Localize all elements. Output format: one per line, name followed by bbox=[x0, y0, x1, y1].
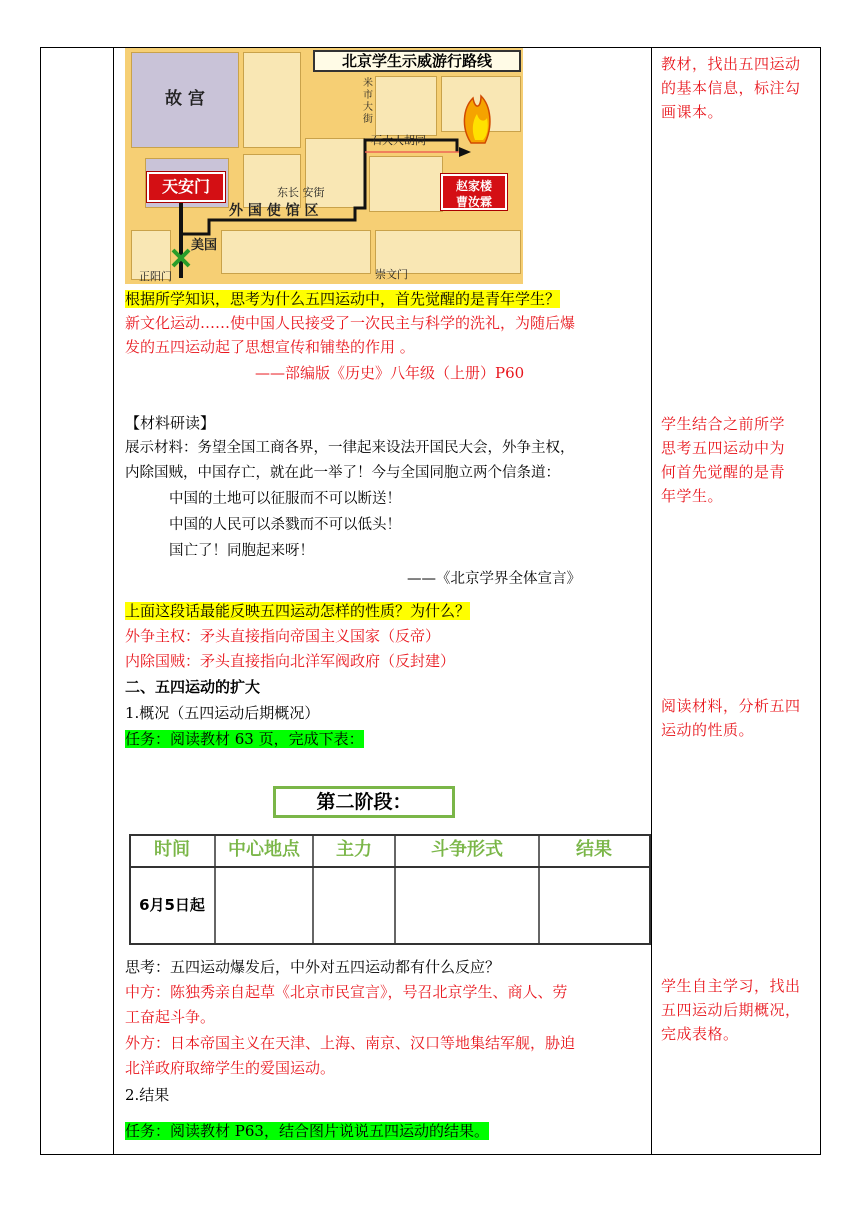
column-divider bbox=[651, 48, 652, 1154]
section-2-heading: 二、五四运动的扩大 bbox=[125, 678, 261, 696]
stage-grid bbox=[129, 834, 651, 946]
answer-2-line-2: 内除国贼：矛头直接指向北洋军阀政府（反封建） bbox=[125, 652, 456, 670]
map-label-zhaojialou: 赵家楼 曹汝霖 bbox=[441, 174, 507, 210]
material-heading: 【材料研读】 bbox=[125, 414, 216, 432]
material-line-3: 中国的土地可以征服而不可以断送！ bbox=[169, 491, 401, 507]
foreign-reaction-line-2: 北洋政府取缔学生的爱国运动。 bbox=[125, 1059, 336, 1077]
task-2: 任务：阅读教材 P63，结合图片说说五四运动的结果。 bbox=[125, 1122, 489, 1140]
map-label-legation: 外 国 使 馆 区 bbox=[229, 203, 319, 219]
question-2: 上面这段话最能反映五四运动怎样的性质？为什么？ bbox=[125, 602, 471, 620]
china-reaction-line-1: 中方：陈独秀亲自起草《北京市民宣言》，号召北京学生、商人、劳 bbox=[125, 983, 568, 1001]
map-label-dongchang: 东长 安街 bbox=[277, 186, 325, 199]
stage-header-form: 斗争形式 bbox=[431, 839, 503, 860]
stage-table-image bbox=[125, 770, 651, 950]
protest-route-map bbox=[125, 48, 523, 284]
material-line-4: 中国的人民可以杀戮而不可以低头！ bbox=[169, 517, 401, 533]
foreign-reaction-line-1: 外方：日本帝国主义在天津、上海、南京、汉口等地集结军舰，胁迫 bbox=[125, 1034, 576, 1052]
stage-title: 第二阶段： bbox=[273, 786, 455, 818]
map-label-usa: 美国 bbox=[191, 238, 218, 253]
material-line-1: 展示材料：务望全国工商各界，一律起来设法开国民大会，外争主权， bbox=[125, 440, 575, 456]
china-reaction-line-2: 工奋起斗争。 bbox=[125, 1008, 216, 1026]
map-label-chongwenmen: 崇文门 bbox=[375, 268, 408, 281]
answer-1-line-2: 发的五四运动起了思想宣传和铺垫的作用 。 bbox=[125, 338, 415, 356]
answer-1-source: ——部编版《历史》八年级（上册）P60 bbox=[255, 364, 525, 382]
material-line-2: 内除国贼，中国存亡，就在此一举了！今与全国同胞立两个信条道： bbox=[125, 465, 560, 481]
question-1: 根据所学知识，思考为什么五四运动中，首先觉醒的是青年学生？ bbox=[125, 290, 561, 308]
think-question: 思考：五四运动爆发后，中外对五四运动都有什么反应？ bbox=[125, 958, 501, 976]
stage-header-place: 中心地点 bbox=[228, 839, 300, 860]
map-label-shidaren: 石大人胡同 bbox=[371, 134, 426, 147]
column-divider bbox=[113, 48, 114, 1154]
map-label-palace: 故 宫 bbox=[165, 89, 205, 109]
stage-header-time: 时间 bbox=[154, 839, 190, 860]
side-note-1: 教材，找出五四运动 的基本信息，标注勾 画课本。 bbox=[661, 55, 801, 121]
stage-cell-time: 6月5日起 bbox=[139, 896, 205, 914]
map-label-mishi: 米市大街 bbox=[363, 78, 373, 125]
answer-1-line-1: 新文化运动……使中国人民接受了一次民主与科学的洗礼，为随后爆 bbox=[125, 314, 576, 332]
answer-2-line-1: 外争主权：矛头直接指向帝国主义国家（反帝） bbox=[125, 627, 441, 645]
map-label-zhengyangmen: 正阳门 bbox=[139, 270, 172, 283]
subsection-1: 1.概况（五四运动后期概况） bbox=[125, 704, 320, 722]
stage-header-force: 主力 bbox=[336, 839, 372, 860]
task-1: 任务：阅读教材 63 页，完成下表： bbox=[125, 730, 364, 748]
side-note-2: 学生结合之前所学 思考五四运动中为 何首先觉醒的是青 年学生。 bbox=[661, 415, 786, 505]
map-label-tiananmen: 天安门 bbox=[147, 172, 225, 202]
side-note-4: 学生自主学习，找出 五四运动后期概况， 完成表格。 bbox=[661, 977, 801, 1043]
lesson-table bbox=[40, 47, 821, 1155]
stage-header-result: 结果 bbox=[576, 839, 612, 860]
map-title: 北京学生示威游行路线 bbox=[313, 50, 521, 72]
material-line-5: 国亡了！同胞起来呀！ bbox=[169, 543, 314, 559]
side-note-3: 阅读材料，分析五四 运动的性质。 bbox=[661, 697, 801, 739]
material-source: ——《北京学界全体宣言》 bbox=[407, 571, 581, 587]
subsection-2: 2.结果 bbox=[125, 1086, 170, 1104]
